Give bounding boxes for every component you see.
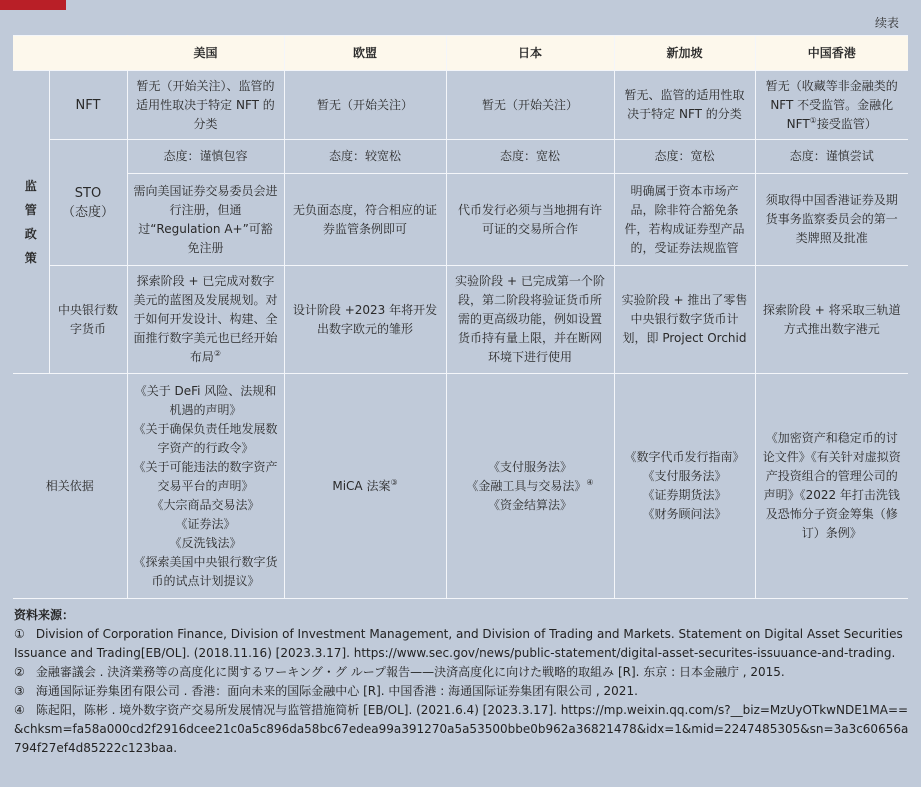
law-item: 《数字代币发行指南》 (624, 450, 745, 464)
law-item: 《反洗钱法》 (169, 535, 242, 550)
sto-detail-eu: 无负面态度，符合相应的证券监管条例即可 (284, 174, 446, 266)
group-char: 政 (24, 227, 37, 241)
law-item: 《财务顾问法》 (642, 507, 727, 521)
sto-detail-us: 需向美国证券交易委员会进行注册，但通过“Regulation A+”可豁免注册 (127, 174, 284, 266)
cbdc-singapore: 实验阶段 + 推出了零售中央银行数字货币计划，即 Project Orchid (614, 266, 755, 374)
basis-japan (446, 374, 614, 599)
row-label-nft: NFT (49, 71, 127, 140)
group-char: 管 (24, 203, 37, 217)
header-japan: 日本 (446, 36, 614, 71)
law-item: MiCA 法案 (332, 478, 391, 493)
sto-attitude-us: 态度：谨慎包容 (127, 140, 284, 174)
group-label-regulatory-policy (13, 71, 49, 374)
reference-number: ② (14, 665, 25, 679)
nft-singapore: 暂无、监管的适用性取决于特定 NFT 的分类 (614, 71, 755, 140)
basis-hong-kong: 《加密资产和稳定币的讨论文件》《有关针对虚拟资产投资组合的管理公司的声明》《2022 年打击洗钱及恐怖分子资金筹集（修订）条例》 (755, 374, 908, 599)
cbdc-japan: 实验阶段 + 已完成第一个阶段，第二阶段将验证货币所需的更高级功能，例如设置货币持有量上限，并在断网环境下进行使用 (446, 266, 614, 374)
nft-japan: 暂无（开始关注） (446, 71, 614, 140)
reference-number: ① (14, 627, 25, 641)
footnote-ref-1: ① (809, 115, 817, 125)
sto-attitude-singapore: 态度：宽松 (614, 140, 755, 174)
sto-detail-singapore: 明确属于资本市场产品，除非符合豁免条件，若构成证券型产品的，受证券法规监管 (614, 174, 755, 266)
cbdc-us (127, 266, 284, 374)
law-item: 《支付服务法》 (642, 469, 727, 483)
nft-eu: 暂无（开始关注） (284, 71, 446, 140)
header-us: 美国 (127, 36, 284, 71)
header-eu: 欧盟 (284, 36, 446, 71)
law-item: 《关于确保负责任地发展数字资产的行政令》 (133, 421, 278, 455)
table-row-sto-detail (13, 174, 908, 266)
sto-detail-japan: 代币发行必须与当地拥有许可证的交易所合作 (446, 174, 614, 266)
sto-detail-hong-kong: 须取得中国香港证券及期货事务监察委员会的第一类牌照及批准 (755, 174, 908, 266)
sto-label: STO (74, 185, 102, 201)
group-char: 监 (24, 179, 37, 193)
row-label-cbdc: 中央银行数字货币 (49, 266, 127, 374)
regulation-comparison-table (13, 35, 908, 599)
basis-eu (284, 374, 446, 599)
law-item: 《证券期货法》 (642, 488, 727, 502)
table-row-cbdc (13, 266, 908, 374)
law-item: 《关于可能违法的数字资产交易平台的声明》 (133, 459, 278, 493)
header-corner (13, 36, 127, 71)
nft-hk-text-end: 接受监管） (816, 116, 877, 131)
footnote-ref-2: ② (213, 349, 222, 358)
reference-item-3 (14, 682, 910, 701)
reference-number: ③ (14, 684, 25, 698)
continued-label: 续表 (874, 16, 899, 30)
accent-bar (0, 0, 66, 10)
law-item-with-ref (453, 477, 608, 496)
table-row-nft (13, 71, 908, 140)
nft-us: 暂无（开始关注）、监管的适用性取决于特定 NFT 的分类 (127, 71, 284, 140)
reference-text: 金融審議会 . 決済業務等の高度化に関するワーキング・グ ループ報告——決済高度化に向けた戦略的取組み [R]. 东京 : 日本金融庁 , 2015. (35, 665, 785, 679)
sto-attitude-japan: 态度：宽松 (446, 140, 614, 174)
row-label-legal-basis: 相关依据 (13, 374, 127, 599)
nft-hk-text: 暂无（收藏等非金融类的 NFT 不受监管。金融化 NFT (765, 78, 898, 131)
nft-hong-kong (755, 71, 908, 140)
table-row-sto-attitude (13, 140, 908, 174)
sto-attitude-eu: 态度：较宽松 (284, 140, 446, 174)
table-header-row (13, 36, 908, 71)
reference-text: 陈起阳，陈彬 . 境外数字资产交易所发展情况与监管措施简析 [EB/OL]. (2021.6.4) [2023.3.17]. https://mp.weixin.qq.com/s?__biz=MzUyOTkwNDE1MA==&chksm=fa58a000cd2f2916dcee21c0a5c896da58bc67edea99a391270a5a53500bbe0b962a36821478&idx=1&mid=2247485305&sn=3a3c60656a794f27ef4d85222c123baa. (14, 703, 909, 755)
cbdc-hong-kong: 探索阶段 + 将采取三轨道方式推出数字港元 (755, 266, 908, 374)
references-title: 资料来源： (14, 608, 75, 622)
reference-text: 海通国际证券集团有限公司 . 香港：面向未来的国际金融中心 [R]. 中国香港 : 海通国际证券集团有限公司 , 2021. (35, 684, 638, 698)
basis-us (127, 374, 284, 599)
references-section (14, 606, 910, 758)
law-item: 《证券法》 (175, 516, 236, 531)
law-item: 《金融工具与交易法》 (466, 478, 587, 493)
reference-text: Division of Corporation Finance, Division of Investment Management, and Division of Trading and Markets. Statement on Digital Asset Securities Issuance and Trading[EB/OL]. (2018.11.16) [2023.3.17]. https://www.sec.gov/news/public-statement/digital-asset-securites-issuuance-and-trading. (14, 627, 903, 660)
header-singapore: 新加坡 (614, 36, 755, 71)
cbdc-us-text: 探索阶段 + 已完成对数字美元的蓝图及发展规划。对于如何开发设计、构建、全面推行数字美元也已经开始布局 (133, 274, 278, 364)
law-item: 《关于 DeFi 风险、法规和机遇的声明》 (134, 383, 277, 417)
table-row-legal-basis (13, 374, 908, 599)
reference-item-4 (14, 701, 910, 758)
footnote-ref-3: ③ (390, 477, 398, 487)
sto-label-sub: （态度） (61, 204, 114, 220)
reference-item-1 (14, 625, 910, 663)
group-char: 策 (24, 251, 37, 265)
basis-singapore (614, 374, 755, 599)
law-item: 《支付服务法》 (487, 459, 572, 474)
header-hong-kong: 中国香港 (755, 36, 908, 71)
footnote-ref-4: ④ (586, 477, 594, 487)
cbdc-eu: 设计阶段 +2023 年将开发出数字欧元的雏形 (284, 266, 446, 374)
law-item: 《探索美国中央银行数字货币的试点计划提议》 (133, 554, 278, 588)
reference-item-2 (14, 663, 910, 682)
law-item: 《资金结算法》 (487, 497, 572, 512)
row-label-sto (49, 140, 127, 266)
reference-number: ④ (14, 703, 25, 717)
sto-attitude-hong-kong: 态度：谨慎尝试 (755, 140, 908, 174)
law-item: 《大宗商品交易法》 (151, 497, 260, 512)
